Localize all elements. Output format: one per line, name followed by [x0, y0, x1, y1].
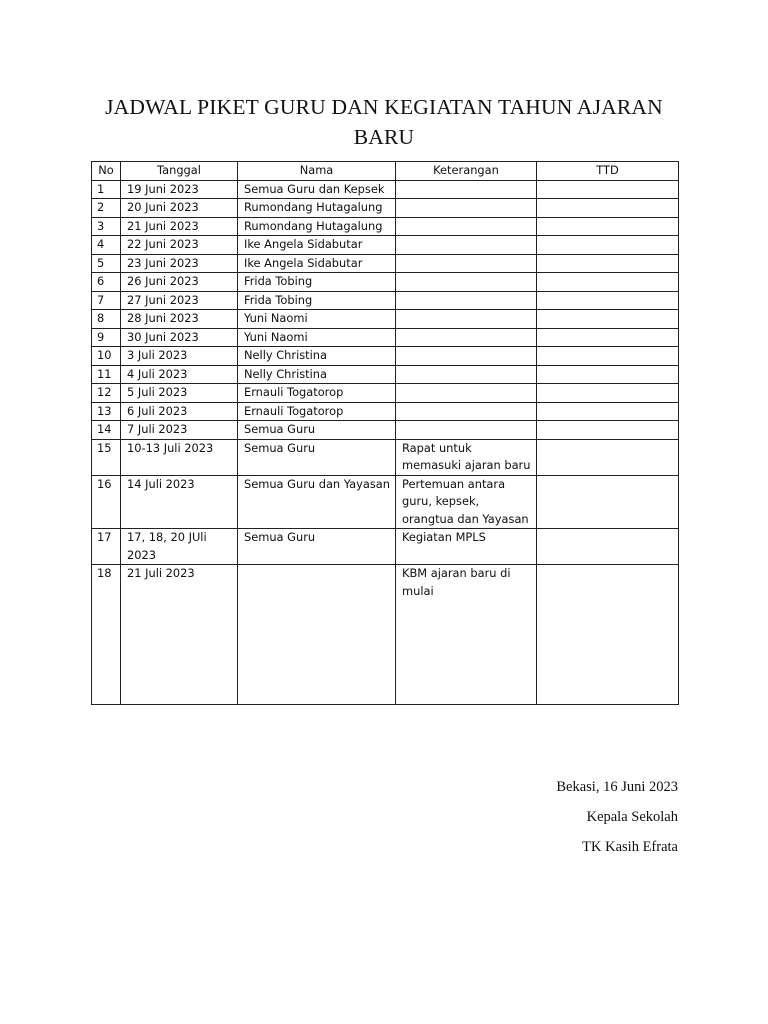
table-row: [92, 328, 679, 347]
cell-tanggal-line: 6 Juli 2023: [127, 403, 188, 418]
cell-no: 5: [92, 254, 121, 273]
cell-keterangan-line: guru, kepsek,: [402, 494, 480, 508]
cell-tanggal: [121, 365, 238, 384]
cell-tanggal-line: 20 Juni 2023: [127, 200, 199, 214]
cell-nama: [238, 347, 396, 366]
header-ttd: TTD: [537, 162, 679, 181]
cell-nama-line: Rumondang Hutagalung: [244, 218, 383, 233]
cell-keterangan: [396, 254, 537, 273]
table-row: [92, 236, 679, 255]
cell-nama-line: Rumondang Hutagalung: [244, 200, 383, 214]
cell-tanggal: [121, 421, 238, 440]
cell-ttd-signature-field: [537, 180, 679, 199]
cell-keterangan-line: KBM ajaran baru di: [402, 566, 511, 580]
table-row: [92, 365, 679, 384]
cell-tanggal: [121, 291, 238, 310]
cell-no: 17: [92, 529, 121, 565]
cell-keterangan: [396, 421, 537, 440]
table-row: [92, 402, 679, 421]
cell-ttd-signature-field: [537, 402, 679, 421]
cell-tanggal: [121, 347, 238, 366]
cell-keterangan: [396, 384, 537, 403]
cell-ttd-signature-field: [537, 310, 679, 329]
cell-nama: [238, 402, 396, 421]
cell-nama: [238, 365, 396, 384]
cell-ttd-signature-field: [537, 273, 679, 292]
table-row: [92, 291, 679, 310]
table-row: [92, 475, 679, 529]
cell-tanggal: [121, 529, 238, 565]
cell-ttd-signature-field: [537, 439, 679, 475]
cell-keterangan: [396, 347, 537, 366]
cell-tanggal: [121, 254, 238, 273]
cell-nama-line: Frida Tobing: [244, 274, 313, 288]
cell-nama: [238, 529, 396, 565]
cell-no: 2: [92, 199, 121, 218]
cell-keterangan-line: memasuki ajaran baru: [402, 458, 531, 472]
cell-tanggal-line: 3 Juli 2023: [127, 348, 188, 362]
cell-no: 7: [92, 291, 121, 310]
cell-keterangan: [396, 199, 537, 218]
table-row: [92, 199, 679, 218]
table-row: [92, 421, 679, 440]
cell-nama-line: Nelly Christina: [244, 348, 328, 362]
cell-no: 15: [92, 439, 121, 475]
page-title: [60, 92, 708, 152]
header-nama: Nama: [238, 162, 396, 181]
cell-tanggal-line: 21 Juni 2023: [127, 218, 199, 233]
cell-nama-line: Semua Guru dan Kepsek: [244, 181, 385, 196]
cell-nama: [238, 273, 396, 292]
cell-nama-line: Nelly Christina: [244, 366, 328, 381]
cell-ttd-signature-field: [537, 217, 679, 236]
cell-tanggal-line: 2023: [127, 547, 156, 562]
cell-keterangan: [396, 217, 537, 236]
cell-keterangan-line: Kegiatan MPLS: [402, 530, 486, 544]
table-row: [92, 273, 679, 292]
cell-keterangan: [396, 236, 537, 255]
cell-tanggal-line: 17, 18, 20 JUli: [127, 530, 207, 544]
table-row: [92, 439, 679, 475]
cell-nama-line: Ernauli Togatorop: [244, 403, 344, 418]
cell-no: 16: [92, 475, 121, 529]
cell-keterangan-line: Rapat untuk: [402, 440, 472, 455]
cell-nama-line: Yuni Naomi: [244, 329, 308, 344]
cell-nama: [238, 439, 396, 475]
cell-nama: [238, 217, 396, 236]
cell-nama: [238, 384, 396, 403]
table-row: [92, 180, 679, 199]
cell-nama: [238, 180, 396, 199]
cell-keterangan: [396, 439, 537, 475]
cell-ttd-signature-field: [537, 384, 679, 403]
cell-tanggal: [121, 384, 238, 403]
signature-place-date: Bekasi, 16 Juni 2023: [556, 779, 678, 795]
cell-no: 12: [92, 384, 121, 403]
table-header-row: [92, 162, 679, 181]
cell-tanggal-line: 14 Juli 2023: [127, 476, 195, 491]
header-tanggal: Tanggal: [121, 162, 238, 181]
cell-nama: [238, 310, 396, 329]
cell-keterangan: [396, 365, 537, 384]
cell-ttd-signature-field: [537, 365, 679, 384]
signature-position: Kepala Sekolah: [586, 809, 678, 825]
cell-ttd-signature-field: [537, 291, 679, 310]
cell-tanggal: [121, 199, 238, 218]
cell-tanggal: [121, 402, 238, 421]
cell-nama-line: Ike Angela Sidabutar: [244, 237, 363, 251]
cell-keterangan-line: mulai: [402, 583, 434, 598]
cell-tanggal-line: 21 Juli 2023: [127, 566, 195, 580]
cell-nama: [238, 199, 396, 218]
cell-nama: [238, 328, 396, 347]
table-row: [92, 217, 679, 236]
cell-tanggal: [121, 439, 238, 475]
signature-institution: TK Kasih Efrata: [582, 839, 678, 855]
cell-tanggal-line: 7 Juli 2023: [127, 422, 188, 436]
cell-no: 6: [92, 273, 121, 292]
cell-nama: [238, 565, 396, 705]
cell-no: 9: [92, 328, 121, 347]
cell-ttd-signature-field: [537, 421, 679, 440]
cell-tanggal: [121, 565, 238, 705]
cell-tanggal-line: 26 Juni 2023: [127, 274, 199, 288]
cell-nama: [238, 291, 396, 310]
cell-tanggal-line: 22 Juni 2023: [127, 237, 199, 251]
cell-keterangan: [396, 310, 537, 329]
table-row: [92, 310, 679, 329]
page-title-line-1: JADWAL PIKET GURU DAN KEGIATAN TAHUN AJARAN: [105, 95, 663, 119]
cell-keterangan: [396, 180, 537, 199]
cell-nama-line: Semua Guru dan Yayasan: [244, 476, 390, 491]
cell-no: 4: [92, 236, 121, 255]
cell-nama-line: Semua Guru: [244, 422, 316, 436]
table-row: [92, 384, 679, 403]
cell-nama: [238, 254, 396, 273]
cell-tanggal-line: 4 Juli 2023: [127, 366, 188, 381]
table-body: [92, 180, 679, 705]
cell-keterangan: [396, 328, 537, 347]
cell-nama: [238, 475, 396, 529]
cell-tanggal: [121, 475, 238, 529]
cell-tanggal-line: 5 Juli 2023: [127, 385, 188, 399]
cell-keterangan-line: orangtua dan Yayasan: [402, 511, 529, 526]
cell-tanggal: [121, 310, 238, 329]
cell-tanggal: [121, 236, 238, 255]
table-row: [92, 565, 679, 705]
header-no: No: [92, 162, 121, 181]
cell-keterangan: [396, 402, 537, 421]
table-row: [92, 529, 679, 565]
cell-keterangan: [396, 291, 537, 310]
cell-tanggal: [121, 273, 238, 292]
cell-tanggal: [121, 328, 238, 347]
table-row: [92, 254, 679, 273]
cell-nama: [238, 421, 396, 440]
cell-nama-line: Semua Guru: [244, 440, 316, 455]
cell-no: 8: [92, 310, 121, 329]
cell-no: 1: [92, 180, 121, 199]
table-row: [92, 347, 679, 366]
cell-keterangan: [396, 475, 537, 529]
cell-nama-line: Frida Tobing: [244, 292, 313, 307]
cell-tanggal-line: 30 Juni 2023: [127, 329, 199, 344]
cell-tanggal-line: 10-13 Juli 2023: [127, 440, 214, 455]
signature-block: [418, 772, 678, 862]
cell-keterangan-line: Pertemuan antara: [402, 476, 506, 491]
cell-tanggal: [121, 180, 238, 199]
cell-ttd-signature-field: [537, 236, 679, 255]
cell-no: 13: [92, 402, 121, 421]
cell-ttd-signature-field: [537, 529, 679, 565]
cell-ttd-signature-field: [537, 328, 679, 347]
cell-keterangan: [396, 529, 537, 565]
cell-tanggal-line: 19 Juni 2023: [127, 181, 199, 196]
cell-ttd-signature-field: [537, 254, 679, 273]
cell-nama-line: Ernauli Togatorop: [244, 385, 344, 399]
cell-no: 3: [92, 217, 121, 236]
cell-tanggal-line: 28 Juni 2023: [127, 311, 199, 325]
cell-keterangan: [396, 273, 537, 292]
cell-nama-line: Semua Guru: [244, 530, 316, 544]
cell-tanggal-line: 27 Juni 2023: [127, 292, 199, 307]
cell-nama-line: Yuni Naomi: [244, 311, 308, 325]
page-title-line-2: BARU: [353, 125, 415, 149]
cell-no: 11: [92, 365, 121, 384]
schedule-table: [91, 161, 679, 705]
cell-ttd-signature-field: [537, 565, 679, 705]
cell-no: 18: [92, 565, 121, 705]
cell-nama: [238, 236, 396, 255]
header-keterangan: Keterangan: [396, 162, 537, 181]
cell-keterangan: [396, 565, 537, 705]
cell-ttd-signature-field: [537, 347, 679, 366]
cell-ttd-signature-field: [537, 475, 679, 529]
cell-nama-line: Ike Angela Sidabutar: [244, 255, 363, 270]
cell-tanggal: [121, 217, 238, 236]
cell-tanggal-line: 23 Juni 2023: [127, 255, 199, 270]
cell-no: 10: [92, 347, 121, 366]
cell-no: 14: [92, 421, 121, 440]
cell-ttd-signature-field: [537, 199, 679, 218]
